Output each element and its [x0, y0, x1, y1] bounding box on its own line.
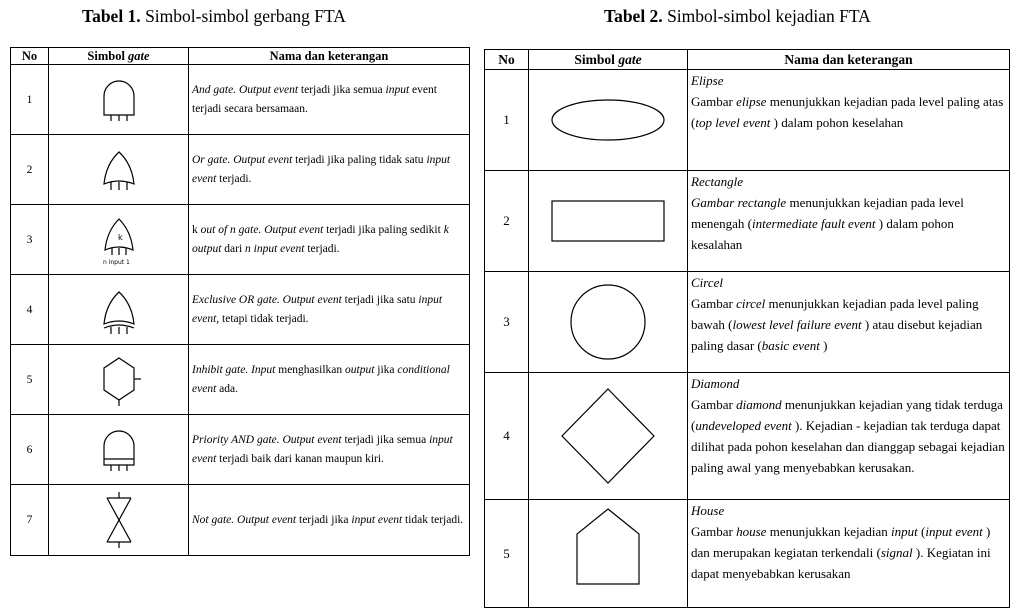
inhibit-gate-icon	[89, 350, 149, 410]
symbol-title: Elipse	[691, 73, 724, 88]
symbol-cell	[49, 345, 189, 415]
row-number: 2	[11, 135, 49, 205]
table-row	[11, 205, 470, 275]
description-cell: Elipse Gambar elipse menunjukkan kejadian pada level paling atas (top level event ) dalam pohon keselahan	[688, 70, 1010, 171]
description-cell: House Gambar house menunjukkan kejadian input (input event ) dan merupakan kegiatan terkendali (signal ). Kegiatan ini dapat menyebabkan kerusakan	[688, 500, 1010, 608]
header-name: Nama dan keterangan	[189, 48, 470, 65]
description-cell: k out of n gate. Output event terjadi jika paling sedikit k output dari n input event terjadi.	[189, 205, 470, 275]
table-row	[485, 70, 1010, 171]
k-out-of-n-gate-icon	[89, 210, 149, 270]
circle-icon	[543, 272, 673, 372]
symbol-title: House	[691, 503, 725, 518]
table-row	[11, 485, 470, 556]
fta-gate-symbols-table	[10, 47, 470, 556]
description-cell: Rectangle Gambar rectangle menunjukkan kejadian pada level menengah (intermediate fault event ) dalam pohon kesalahan	[688, 171, 1010, 272]
or-gate-icon	[89, 140, 149, 200]
symbol-title: Rectangle	[691, 174, 743, 189]
table-row	[11, 345, 470, 415]
description-cell: Exclusive OR gate. Output event terjadi jika satu input event, tetapi tidak terjadi.	[189, 275, 470, 345]
header-no: No	[485, 50, 529, 70]
description-cell: Circel Gambar circel menunjukkan kejadian pada level paling bawah (lowest level failure event ) atau disebut kejadian paling dasar (basic event )	[688, 272, 1010, 373]
row-number: 4	[11, 275, 49, 345]
symbol-title: Diamond	[691, 376, 740, 391]
description-cell: Or gate. Output event terjadi jika paling tidak satu input event terjadi.	[189, 135, 470, 205]
house-icon	[543, 504, 673, 604]
symbol-cell	[49, 135, 189, 205]
symbol-cell	[49, 205, 189, 275]
table1-caption: Tabel 1. Simbol-simbol gerbang FTA	[82, 6, 346, 26]
table-row	[11, 275, 470, 345]
description-cell: Priority AND gate. Output event terjadi jika semua input event terjadi baik dari kanan maupun kiri.	[189, 415, 470, 485]
symbol-cell	[529, 272, 688, 373]
exclusive-or-gate-icon	[89, 280, 149, 340]
table-row	[11, 415, 470, 485]
symbol-cell	[49, 415, 189, 485]
row-number: 4	[485, 373, 529, 500]
table2-caption: Tabel 2. Simbol-simbol kejadian FTA	[604, 6, 871, 26]
symbol-cell	[49, 275, 189, 345]
row-number: 7	[11, 485, 49, 556]
table-row	[485, 373, 1010, 500]
symbol-cell	[529, 70, 688, 171]
diamond-icon	[543, 377, 673, 495]
table-row	[485, 500, 1010, 608]
header-symbol: Simbol gate	[529, 50, 688, 70]
symbol-cell	[49, 65, 189, 135]
description-cell: Inhibit gate. Input menghasilkan output jika conditional event ada.	[189, 345, 470, 415]
row-number: 6	[11, 415, 49, 485]
and-gate-icon	[89, 70, 149, 130]
row-number: 3	[485, 272, 529, 373]
symbol-cell	[529, 373, 688, 500]
description-cell: Diamond Gambar diamond menunjukkan kejadian yang tidak terduga (undeveloped event ). Kejadian - kejadian tak terduga dapat dilihat pada pohon keselahan dan dianggap sebagai kejadian paling awal yang menyebabkan kerusakan.	[688, 373, 1010, 500]
symbol-cell	[529, 171, 688, 272]
row-number: 5	[11, 345, 49, 415]
symbol-cell	[529, 500, 688, 608]
header-no: No	[11, 48, 49, 65]
table-row	[11, 135, 470, 205]
symbol-title: Circel	[691, 275, 724, 290]
table-row	[485, 272, 1010, 373]
table-row	[485, 171, 1010, 272]
description-cell: And gate. Output event terjadi jika semua input event terjadi secara bersamaan.	[189, 65, 470, 135]
description-cell: Not gate. Output event terjadi jika input event tidak terjadi.	[189, 485, 470, 556]
svg-text:n input 1: n input 1	[102, 258, 130, 266]
not-gate-icon	[89, 490, 149, 550]
fta-event-symbols-table	[484, 49, 1010, 608]
symbol-cell	[49, 485, 189, 556]
row-number: 2	[485, 171, 529, 272]
priority-and-gate-icon	[89, 420, 149, 480]
svg-text:k: k	[117, 232, 123, 242]
row-number: 1	[11, 65, 49, 135]
row-number: 5	[485, 500, 529, 608]
ellipse-icon	[543, 70, 673, 170]
header-name: Nama dan keterangan	[688, 50, 1010, 70]
header-symbol: Simbol gate	[49, 48, 189, 65]
row-number: 3	[11, 205, 49, 275]
row-number: 1	[485, 70, 529, 171]
rectangle-icon	[543, 171, 673, 271]
table-row	[11, 65, 470, 135]
